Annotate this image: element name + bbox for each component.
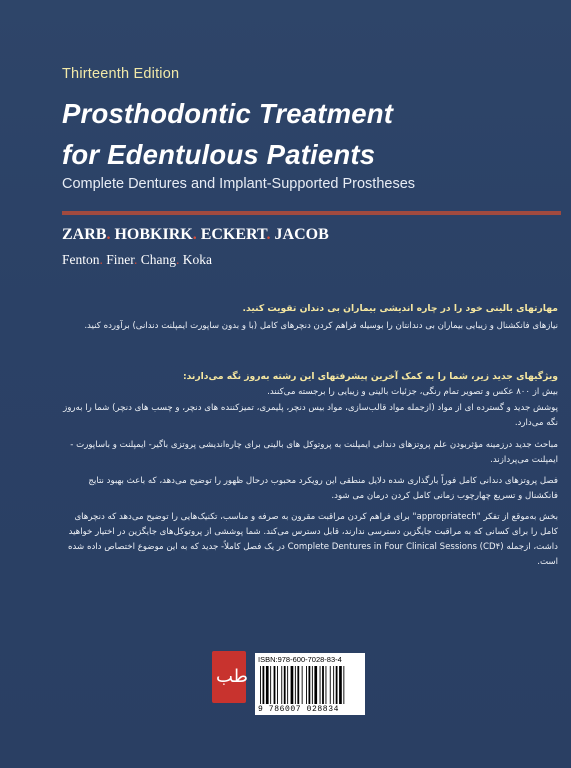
author-name: ZARB bbox=[62, 226, 107, 243]
isbn-text: ISBN:978-600-7028-83-4 bbox=[258, 655, 342, 664]
barcode-bar bbox=[336, 666, 338, 704]
barcode-bar bbox=[297, 666, 299, 704]
author-name: ECKERT bbox=[200, 226, 267, 243]
barcode-bars bbox=[260, 666, 360, 704]
barcode-bar bbox=[302, 666, 303, 704]
author-separator: . bbox=[192, 226, 197, 243]
persian-heading-2: ویژگیهای جدید زیر، شما را به کمک آخرین پیشرفتهای این رشته به‌روز نگه می‌دارند: bbox=[182, 371, 558, 382]
barcode-number: 9 786007 028834 bbox=[258, 705, 340, 714]
barcode-bar bbox=[306, 666, 307, 704]
persian-paragraph-1: نیازهای فانکشنال و زیبایی بیماران بی دندانتان را بوسیله فراهم کردن دنچرهای کامل (با و بدون ساپورت ایمپلنت دندانی) برآورده کنید. bbox=[84, 321, 558, 331]
barcode-bar bbox=[284, 666, 286, 704]
barcode-bar bbox=[309, 666, 311, 704]
persian-bullet-1: بیش از ۸۰۰ عکس و تصویر تمام رنگی، جزئیات بالینی و زیبایی را برجسته می‌کنند. bbox=[267, 387, 558, 397]
barcode-bar bbox=[343, 666, 344, 704]
barcode-bar bbox=[287, 666, 288, 704]
publisher-logo-glyph: طب bbox=[216, 666, 249, 687]
author-separator: . bbox=[99, 252, 103, 267]
barcode-bar bbox=[339, 666, 342, 704]
author-separator: . bbox=[266, 226, 271, 243]
persian-heading-1: مهارتهای بالینی خود را در چاره اندیشی بیماران بی دندان تقویت کنید. bbox=[242, 303, 558, 314]
author-list bbox=[62, 226, 329, 244]
coauthor-name: Finer bbox=[106, 252, 135, 267]
persian-bullet-4: فصل پروتزهای دندانی کامل فوراً بارگذاری شده دلایل منطقی این رویکرد محبوب درحال ظهور را توضیح می‌دهد، که باعث بهبود نتایج فانکشنال و تسریع چهارچوب زمانی کامل کردن درمان می شود. bbox=[88, 476, 558, 501]
author-name: HOBKIRK bbox=[114, 226, 193, 243]
persian-bullet-5: بخش به‌موقع از تفکر "appropriatech" برای فراهم کردن مراقبت مقرون به صرفه و مناسب، تکنیک‌هایی را توضیح می‌دهد که دنچرهای کامل را برای کسانی که به مراقبت جایگزین دسترسی ندارند، قابل دسترس می‌کند. شما پوششی از پروتوکل‌های جایگزین در اختیار خواهید داشت، ازجمله Complete Dentures in Four Clinical Sessions (CD۴) در یک فصل کاملاً- جدید که به این موضوع اختصاص داده شده است. bbox=[68, 512, 558, 567]
barcode-bar bbox=[320, 666, 321, 704]
barcode-bar bbox=[281, 666, 282, 704]
barcode-bar bbox=[274, 666, 276, 704]
persian-bullet-3: مباحث جدید درزمینه مؤثربودن علم پروتزهای دندانی ایمپلنت به پروتوکل های بالینی برای چاره‌اندیشی پروتزی باگیر- ایمپلنت و باساپورت - ایمپلنت می‌پردازند. bbox=[70, 440, 558, 465]
barcode-bar bbox=[314, 666, 317, 704]
persian-bullet-2: پوشش جدید و گسترده ای از مواد (ازجمله مواد قالب‌سازی، مواد بیس دنچر، پلیمری، تمیزکننده های دنچر، و چسب های دنچر) شما را به‌روز نگه می‌دارد. bbox=[63, 403, 558, 428]
author-separator: . bbox=[106, 226, 111, 243]
barcode-bar bbox=[312, 666, 313, 704]
divider-rule bbox=[62, 211, 561, 215]
barcode-bar bbox=[270, 666, 271, 704]
coauthor-list bbox=[62, 252, 212, 268]
barcode-bar bbox=[326, 666, 327, 704]
barcode-bar bbox=[263, 666, 265, 704]
coauthor-name: Chang bbox=[140, 252, 177, 267]
barcode-bar bbox=[295, 666, 296, 704]
barcode-bar bbox=[322, 666, 324, 704]
coauthor-name: Fenton bbox=[62, 252, 100, 267]
author-separator: . bbox=[134, 252, 138, 267]
barcode-bar bbox=[266, 666, 269, 704]
subtitle: Complete Dentures and Implant-Supported Prostheses bbox=[62, 176, 416, 192]
title-line-2: for Edentulous Patients bbox=[62, 139, 376, 170]
barcode-bar bbox=[333, 666, 334, 704]
publisher-logo bbox=[212, 651, 249, 703]
barcode-bar bbox=[260, 666, 261, 704]
author-name: JACOB bbox=[274, 226, 329, 243]
coauthor-name: Koka bbox=[182, 252, 213, 267]
author-separator: . bbox=[176, 252, 180, 267]
barcode-bar bbox=[330, 666, 331, 704]
barcode-bar bbox=[291, 666, 294, 704]
title-line-1: Prosthodontic Treatment bbox=[62, 98, 394, 129]
barcode-bar bbox=[277, 666, 278, 704]
edition-label: Thirteenth Edition bbox=[62, 66, 180, 82]
